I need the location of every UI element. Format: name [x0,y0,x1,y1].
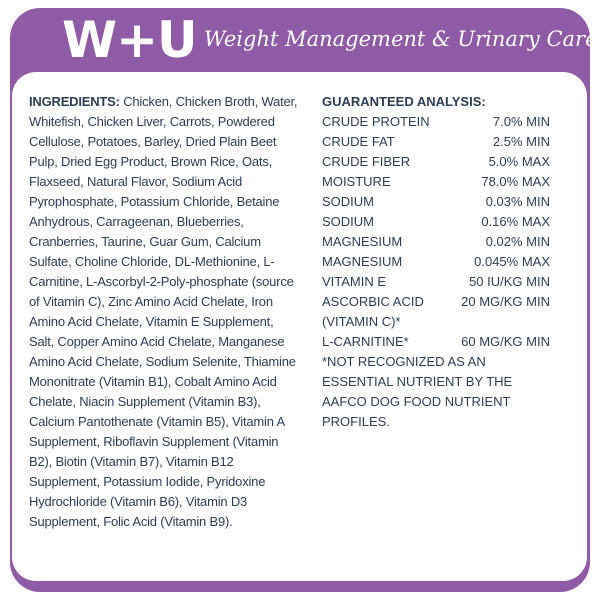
nutrient-name: SODIUM [322,214,374,229]
nutrient-name: ASCORBIC ACID (VITAMIN C)* [322,294,424,329]
nutrient-value: 5.0% MAX [488,154,550,169]
analysis-row [322,172,550,192]
brand-logo: W+U [62,11,197,69]
nutrient-name: SODIUM [322,194,374,209]
analysis-row [322,232,550,252]
nutrient-name: L-CARNITINE* [322,334,409,349]
nutrient-value: 0.045% MAX [474,254,550,269]
analysis-row [322,292,550,332]
ingredients-heading: INGREDIENTS: [29,94,124,109]
label-header [10,8,598,76]
analysis-row [322,132,550,152]
analysis-row [322,192,550,212]
nutrient-value: 78.0% MAX [481,174,550,189]
analysis-row [322,272,550,292]
nutrient-name: MAGNESIUM [322,234,403,249]
guaranteed-analysis-section [322,92,550,432]
nutrient-value: 0.16% MAX [481,214,550,229]
ingredients-section [29,92,301,532]
nutrient-value: 20 MG/KG MIN [461,294,550,309]
nutrient-value: 0.02% MIN [485,234,550,249]
aafco-footnote: *NOT RECOGNIZED AS AN ESSENTIAL NUTRIENT BY THE AAFCO DOG FOOD NUTRIENT PROFILES. [322,354,513,429]
nutrient-value: 0.03% MIN [485,194,550,209]
analysis-row [322,212,550,232]
nutrient-value: 60 MG/KG MIN [461,334,550,349]
label-panel [10,8,598,592]
analysis-row [322,252,550,272]
nutrient-name: CRUDE PROTEIN [322,114,430,129]
analysis-row [322,152,550,172]
nutrient-name: CRUDE FAT [322,134,395,149]
nutrient-name: MOISTURE [322,174,391,189]
nutrient-value: 2.5% MIN [492,134,550,149]
info-card [12,72,587,581]
nutrient-name: MAGNESIUM [322,254,403,269]
nutrient-name: VITAMIN E [322,274,387,289]
nutrient-value: 7.0% MIN [492,114,550,129]
analysis-row [322,332,550,352]
nutrient-value: 50 IU/KG MIN [469,274,550,289]
product-subtitle: Weight Management & Urinary Care [204,27,598,51]
analysis-title: GUARANTEED ANALYSIS: [322,94,486,109]
analysis-row [322,112,550,132]
ingredients-text: Chicken, Chicken Broth, Water, Whitefish, Chicken Liver, Carrots, Powdered Cellulose, Potatoes, Barley, Dried Plain Beet Pulp, Dried Egg Product, Brown Rice, Oats, Flaxseed, Natural Flavor, Sodium Acid Pyrophosphate, Potassium Chloride, Betaine Anhydrous, Carrageenan, Blueberries, Cranberries, Taurine, Guar Gum, Calcium Sulfate, Choline Chloride, DL-Methionine, L-Carnitine, L-Ascorbyl-2-Poly-phosphate (source of Vitamin C), Zinc Amino Acid Chelate, Iron Amino Acid Chelate, Vitamin E Supplement, Salt, Copper Amino Acid Chelate, Manganese Amino Acid Chelate, Sodium Selenite, Thiamine Mononitrate (Vitamin B1), Cobalt Amino Acid Chelate, Niacin Supplement (Vitamin B3), Calcium Pantothenate (Vitamin B5), Vitamin A Supplement, Riboflavin Supplement (Vitamin B2), Biotin (Vitamin B7), Vitamin B12 Supplement, Potassium Iodide, Pyridoxine Hydrochloride (Vitamin B6), Vitamin D3 Supplement, Folic Acid (Vitamin B9). [29,94,298,529]
nutrient-name: CRUDE FIBER [322,154,411,169]
